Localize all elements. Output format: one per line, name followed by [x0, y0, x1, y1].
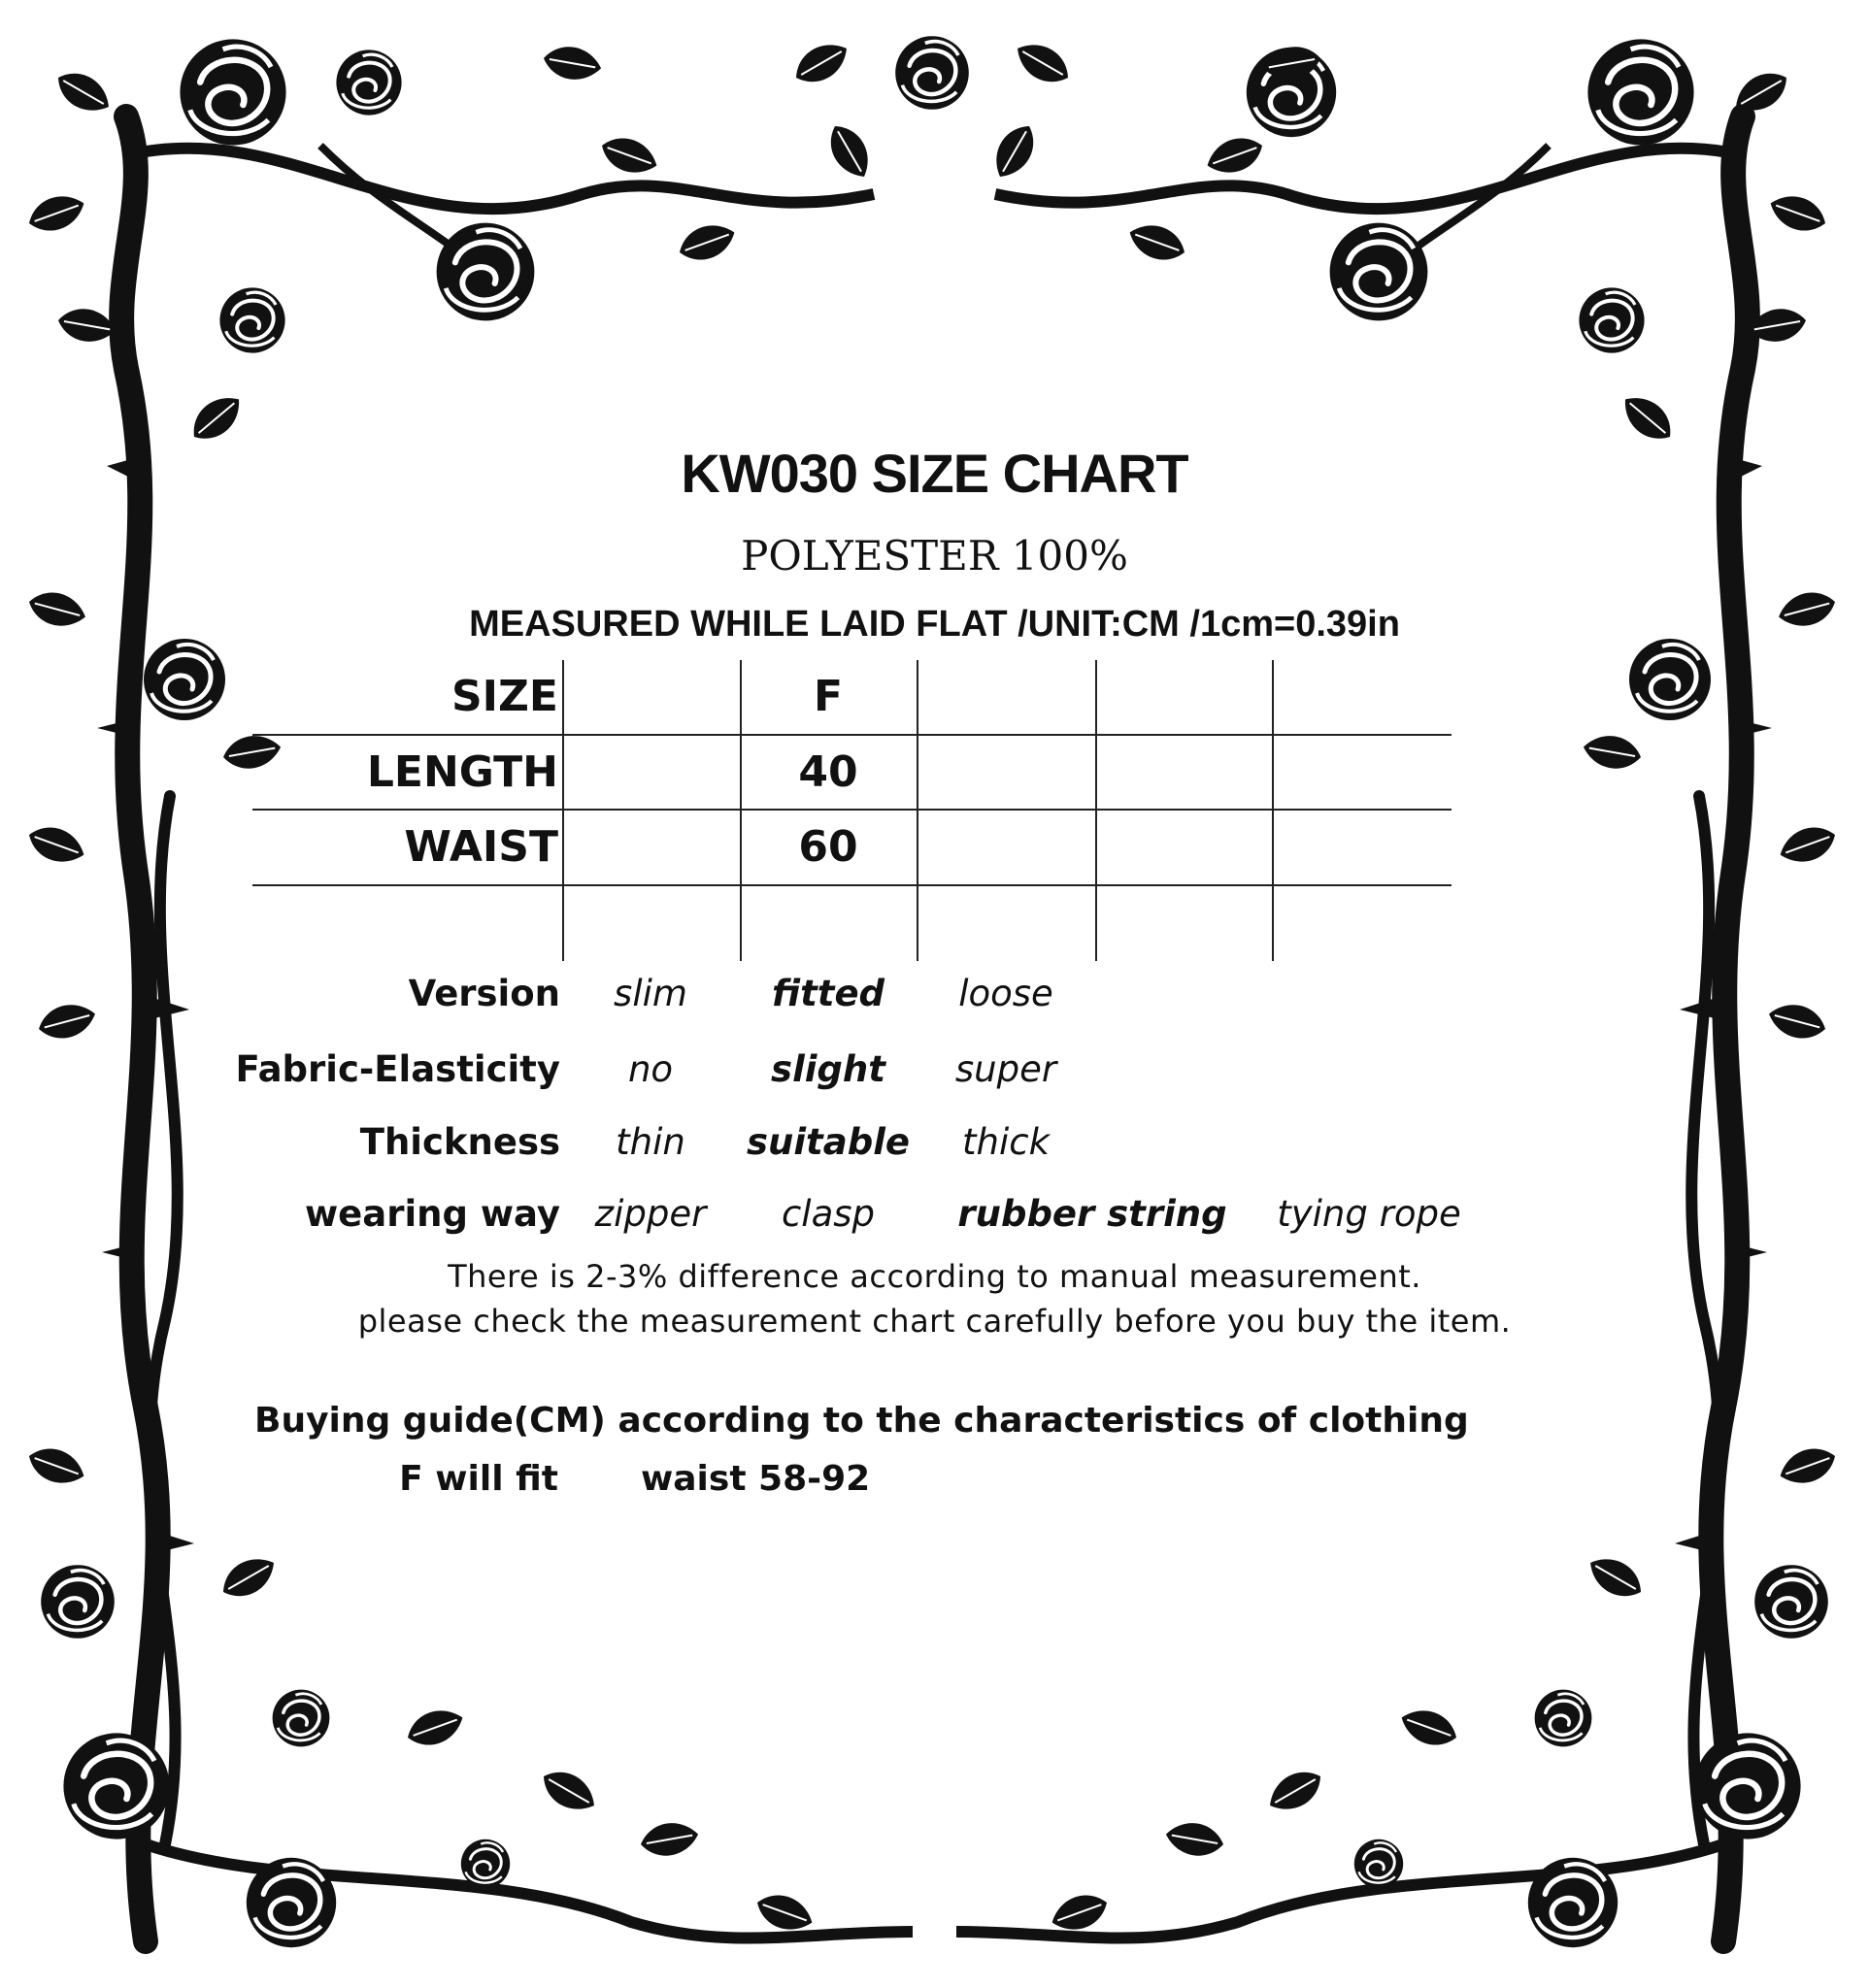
material-label: POLYESTER 100% — [741, 532, 1128, 580]
option-suitable-selected: suitable — [747, 1121, 910, 1163]
option-rubber-string-selected: rubber string — [957, 1193, 1227, 1235]
attribute-label-wearing-way: wearing way — [304, 1193, 560, 1235]
table-cell-size: F — [813, 672, 844, 721]
check-chart-note: please check the measurement chart carefully before you buy the item. — [357, 1303, 1512, 1340]
table-divider — [1095, 660, 1097, 961]
attribute-label-thickness: Thickness — [359, 1121, 560, 1163]
option-zipper: zipper — [594, 1193, 707, 1235]
option-no: no — [627, 1048, 674, 1090]
left-vine-trunk — [121, 116, 158, 1941]
measurement-note: MEASURED WHILE LAID FLAT /UNIT:CM /1cm=0.39in — [469, 604, 1400, 645]
table-divider — [917, 660, 918, 961]
table-rule — [252, 734, 1452, 736]
attribute-label-version: Version — [408, 973, 560, 1014]
table-row-label-size: SIZE — [451, 672, 558, 721]
option-fitted-selected: fitted — [771, 973, 885, 1014]
table-divider — [1272, 660, 1274, 961]
option-tying-rope: tying rope — [1277, 1193, 1461, 1235]
buying-guide-heading: Buying guide(CM) according to the characteristics of clothing — [254, 1401, 1469, 1441]
buying-guide-range: waist 58-92 — [641, 1459, 871, 1499]
table-row-label-waist: WAIST — [404, 822, 558, 872]
attribute-label-fabric-elasticity: Fabric-Elasticity — [235, 1048, 560, 1090]
table-cell-length: 40 — [798, 747, 858, 797]
option-slight-selected: slight — [771, 1048, 885, 1090]
table-cell-waist: 60 — [798, 822, 858, 872]
option-clasp: clasp — [781, 1193, 876, 1235]
table-rule — [252, 884, 1452, 886]
table-divider — [562, 660, 564, 961]
option-thick: thick — [961, 1121, 1050, 1163]
right-vine-trunk — [1711, 116, 1748, 1941]
option-loose: loose — [958, 973, 1053, 1014]
page-title: KW030 SIZE CHART — [681, 443, 1188, 504]
measurement-difference-note: There is 2-3% difference according to manual measurement. — [448, 1258, 1421, 1295]
option-thin: thin — [616, 1121, 685, 1163]
option-slim: slim — [614, 973, 687, 1014]
option-super: super — [954, 1048, 1057, 1090]
table-rule — [252, 809, 1452, 811]
table-row-label-length: LENGTH — [366, 747, 558, 797]
buying-guide-size-label: F will fit — [399, 1459, 558, 1499]
